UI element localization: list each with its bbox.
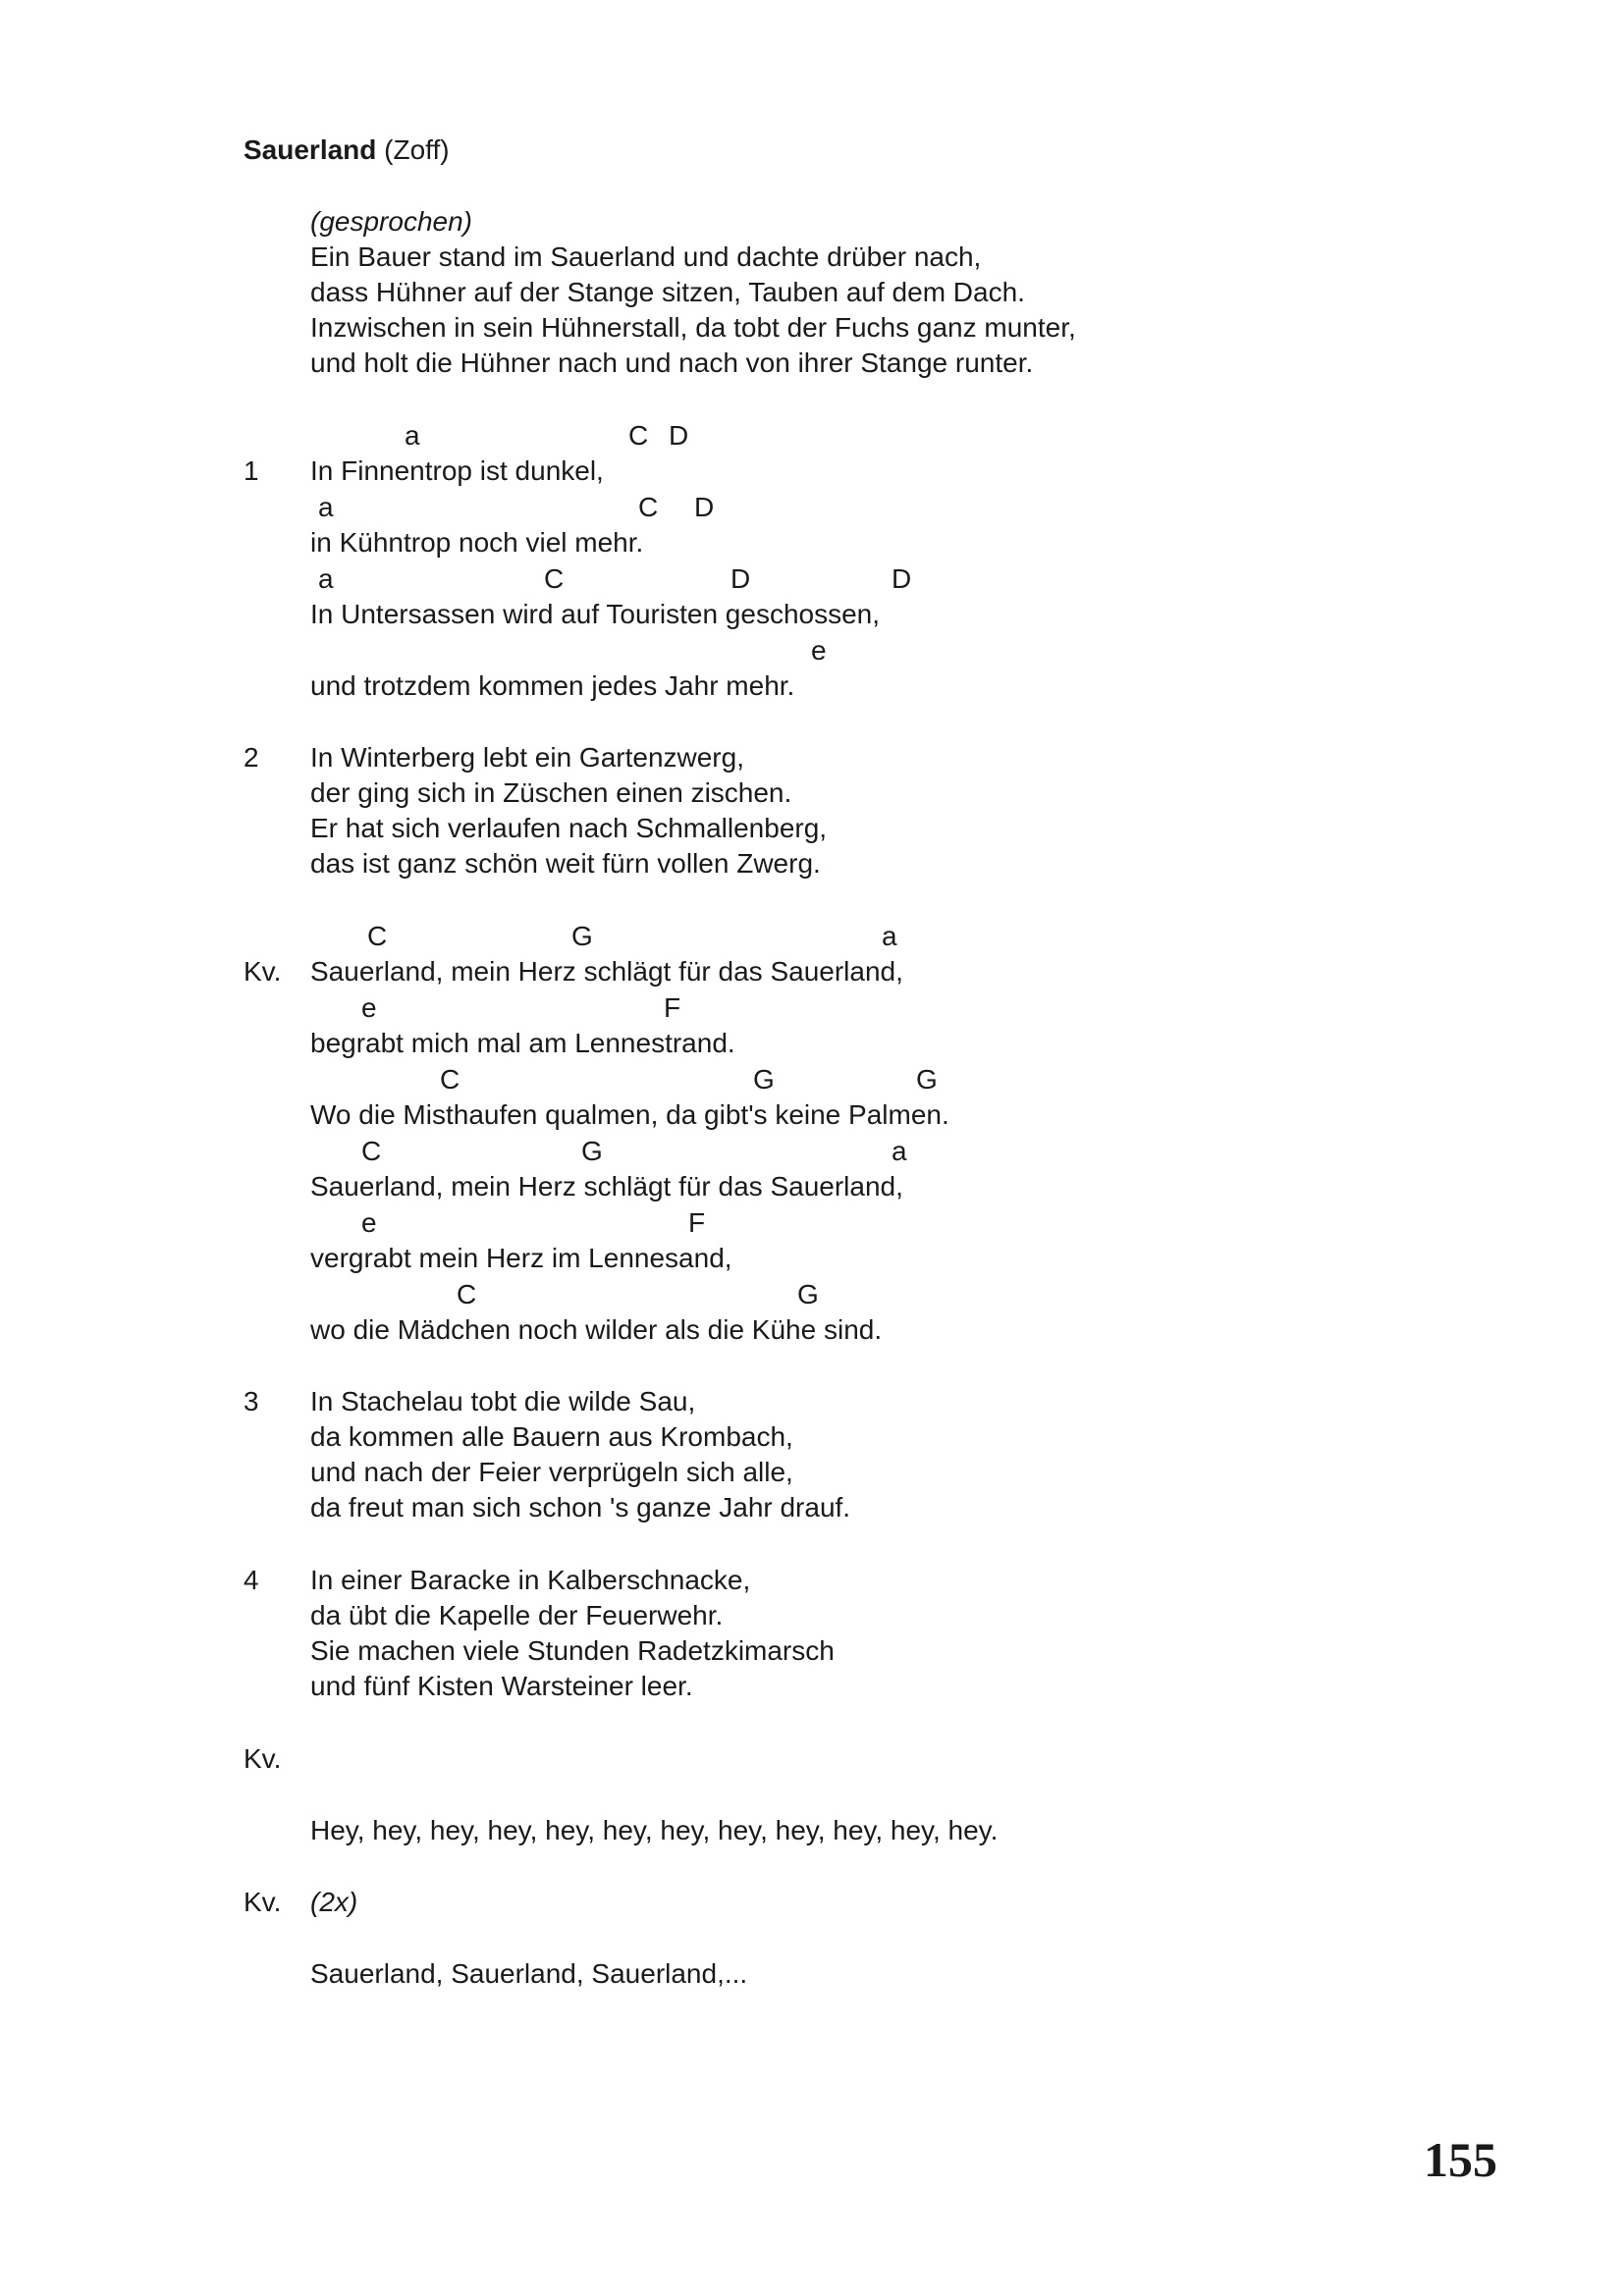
lyric-line: und nach der Feier verprügeln sich alle, [310, 1457, 793, 1487]
lyric-line: In Winterberg lebt ein Gartenzwerg, [310, 742, 744, 773]
chord: C [544, 563, 565, 594]
repeat-note: (2x) [310, 1887, 358, 1917]
chord: C [457, 1279, 477, 1309]
chorus-repeat-label: Kv. [243, 1887, 282, 1917]
lyric-line: Sauerland, mein Herz schlägt für das Sauerland, [310, 956, 903, 987]
lyric-line: wo die Mädchen noch wilder als die Kühe sind. [310, 1314, 883, 1345]
lyric-line: In Untersassen wird auf Touristen geschossen, [310, 599, 881, 629]
verse-number: 2 [243, 742, 259, 773]
chord: G [916, 1064, 938, 1095]
chord: a [892, 1136, 907, 1166]
lyric-line: das ist ganz schön weit fürn vollen Zwerg. [310, 848, 821, 879]
lyric-line: Wo die Misthaufen qualmen, da gibt's keine Palmen. [310, 1099, 949, 1130]
intro-line: und holt die Hühner nach und nach von ihrer Stange runter. [310, 347, 1034, 378]
lyric-line: Sauerland, mein Herz schlägt für das Sauerland, [310, 1171, 903, 1201]
lyric-line: in Kühntrop noch viel mehr. [310, 527, 644, 558]
lyric-line: In Finnentrop ist dunkel, [310, 455, 604, 486]
lyric-line: da kommen alle Bauern aus Krombach, [310, 1421, 793, 1452]
chord: D [669, 420, 689, 451]
lyric-line: da übt die Kapelle der Feuerwehr. [310, 1600, 724, 1630]
chord: e [361, 992, 377, 1023]
chord: C [638, 492, 659, 522]
lyric-line: da freut man sich schon 's ganze Jahr drauf. [310, 1492, 851, 1522]
chord: a [882, 921, 897, 951]
chord: G [581, 1136, 603, 1166]
chord: G [797, 1279, 819, 1309]
chord: a [318, 563, 334, 594]
intro-line: Ein Bauer stand im Sauerland und dachte drüber nach, [310, 241, 982, 272]
lyric-line: und trotzdem kommen jedes Jahr mehr. [310, 670, 795, 701]
intro-line: Inzwischen in sein Hühnerstall, da tobt der Fuchs ganz munter, [310, 312, 1076, 343]
lyric-line: und fünf Kisten Warsteiner leer. [310, 1671, 693, 1701]
outro-line: Sauerland, Sauerland, Sauerland,... [310, 1958, 748, 1989]
lyric-line: Sie machen viele Stunden Radetzkimarsch [310, 1635, 835, 1666]
lyric-line: In Stachelau tobt die wilde Sau, [310, 1386, 696, 1416]
song-title [243, 133, 450, 167]
intro-line: dass Hühner auf der Stange sitzen, Tauben auf dem Dach. [310, 277, 1025, 307]
verse-number: 1 [243, 455, 259, 486]
lyric-line: der ging sich in Züschen einen zischen. [310, 777, 792, 808]
chorus-label: Kv. [243, 956, 282, 987]
chord: e [361, 1207, 377, 1238]
hey-line: Hey, hey, hey, hey, hey, hey, hey, hey, hey, hey, hey, hey. [310, 1815, 999, 1845]
chord: G [571, 921, 593, 951]
chord: C [440, 1064, 460, 1095]
chord: C [361, 1136, 382, 1166]
chord: D [694, 492, 715, 522]
chorus-repeat-label: Kv. [243, 1743, 282, 1774]
chord: F [664, 992, 681, 1023]
chord: F [688, 1207, 706, 1238]
page-number: 155 [1424, 2132, 1497, 2187]
chord: C [367, 921, 388, 951]
chord: D [892, 563, 912, 594]
verse-number: 4 [243, 1565, 259, 1595]
song-artist: (Zoff) [384, 134, 450, 165]
chord: e [811, 635, 827, 666]
lyric-line: Er hat sich verlaufen nach Schmallenberg, [310, 813, 828, 843]
chord: C [628, 420, 649, 451]
intro-label: (gesprochen) [310, 206, 472, 237]
song-title-name: Sauerland [243, 134, 377, 165]
lyric-line: vergrabt mein Herz im Lennesand, [310, 1243, 732, 1273]
verse-number: 3 [243, 1386, 259, 1416]
chord: G [753, 1064, 775, 1095]
lyric-line: begrabt mich mal am Lennestrand. [310, 1028, 735, 1058]
chord: D [730, 563, 751, 594]
lyric-line: In einer Baracke in Kalberschnacke, [310, 1565, 751, 1595]
chord: a [318, 492, 334, 522]
chord: a [405, 420, 420, 451]
